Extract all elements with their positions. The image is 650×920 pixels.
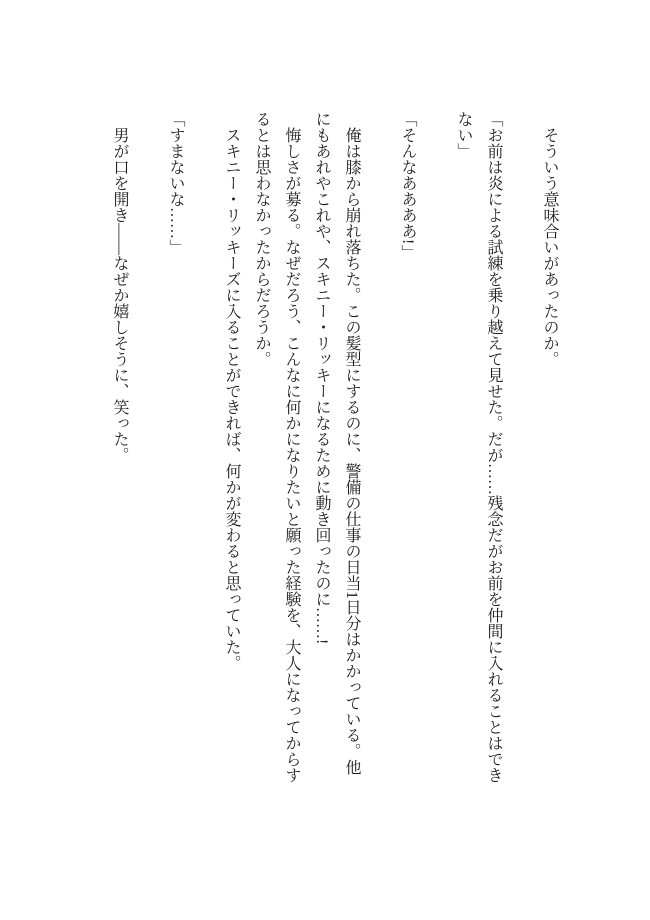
paragraph: スキニー・リッキーズに入ることができれば、何かが変わると思っていた。: [223, 127, 240, 671]
paragraph: 男が口を開き――なぜか嬉しそうに、笑った。: [111, 127, 128, 463]
paragraph: 「そんなああああ!」: [399, 111, 416, 261]
paragraph: 俺は膝から崩れ落ちた。この髪型にするのに、警備の仕事の日当1日分はかかっている。他にもあれやこれや、スキニー・リッキーになるために動き回ったのに……!: [313, 111, 360, 775]
paragraph: 「すまないな……」: [167, 111, 184, 255]
page-text: [104, 111, 564, 783]
paragraph: そういう意味合いがあったのか。: [541, 127, 558, 367]
paragraph: 「お前は炎による試練を乗り越えて見せた。だが……残念だがお前を仲間に入れることはできない」: [455, 111, 502, 783]
paragraph: 悔しさが募る。なぜだろう、こんなに何かになりたいと願った経験を、大人になってからするとは思わなかったからだろうか。: [253, 111, 300, 783]
